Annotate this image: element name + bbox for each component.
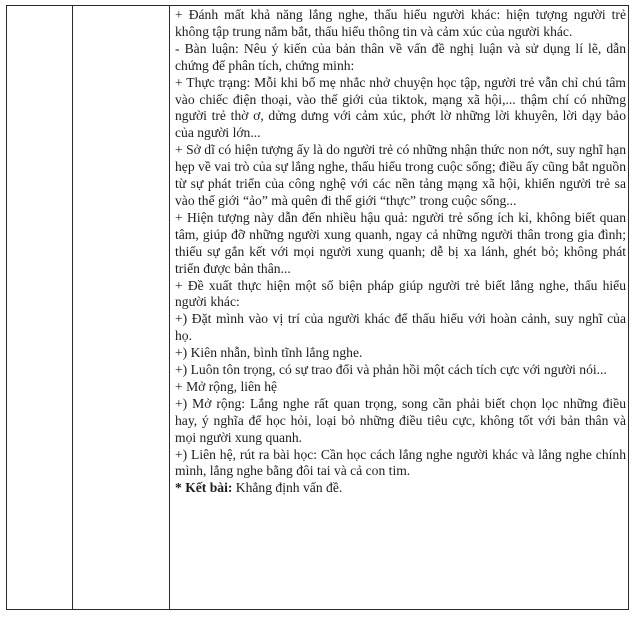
column-divider-1 — [72, 6, 73, 609]
conclusion-text: Khẳng định vấn đề. — [232, 480, 343, 496]
paragraph: +) Đặt mình vào vị trí của người khác để thấu hiểu với hoàn cảnh, suy nghĩ của họ. — [175, 311, 626, 344]
paragraph: + Mở rộng, liên hệ — [175, 378, 278, 394]
outline-content-cell — [175, 7, 626, 497]
paragraph: + Đề xuất thực hiện một số biện pháp giúp người trẻ biết lắng nghe, thấu hiểu người khác: — [175, 277, 626, 310]
paragraph: +) Mở rộng: Lắng nghe rất quan trọng, song cần phải biết chọn lọc những điều hay, ý nghĩa để học hỏi, loại bỏ những điều tiêu cực, không tốt với bản thân và mọi người xung quanh. — [175, 395, 626, 445]
paragraph: +) Luôn tôn trọng, có sự trao đổi và phản hồi một cách tích cực với người nói... — [175, 362, 607, 378]
paragraph: +) Liên hệ, rút ra bài học: Cần học cách lắng nghe người khác và lắng nghe chính mình, lắng nghe bằng đôi tai và cả con tim. — [175, 446, 626, 479]
conclusion-paragraph — [175, 480, 626, 497]
paragraph: + Đánh mất khả năng lắng nghe, thấu hiểu người khác: hiện tượng người trẻ không tập trung nắm bắt, thấu hiểu thông tin và cảm xúc của người khác. — [175, 7, 626, 39]
outline-table — [6, 5, 629, 610]
paragraph: + Sở dĩ có hiện tượng ấy là do người trẻ có những nhận thức non nớt, suy nghĩ hạn hẹp về vai trò của sự lắng nghe, thấu hiểu trong cuộc sống; điều ấy cũng bắt nguồn từ sự phát triển của công nghệ với các nền tảng mạng xã hội, khiến người trẻ sa vào thế giới “ảo” mà quên đi thế giới “thực” trong cuộc sống... — [175, 142, 626, 208]
paragraph: + Thực trạng: Mỗi khi bố mẹ nhắc nhở chuyện học tập, người trẻ vẫn chỉ chú tâm vào chiếc điện thoại, vào thế giới của tiktok, mạng xã hội,... thậm chí có những người trẻ thờ ơ, dửng dưng với cảm xúc, phớt lờ những lời khuyên, lời dạy bảo của người lớn... — [175, 74, 626, 141]
paragraph: - Bàn luận: Nêu ý kiến của bản thân về vấn đề nghị luận và sử dụng lí lẽ, dẫn chứng để phân tích, chứng minh: — [175, 40, 626, 73]
column-divider-2 — [169, 6, 170, 609]
paragraph: + Hiện tượng này dẫn đến nhiều hậu quả: người trẻ sống ích kỉ, không biết quan tâm, giúp đỡ những người xung quanh, ngay cả những người thân trong gia đình; thiếu sự gắn kết với mọi người xung quanh; dễ bị xa lánh, ghét bỏ; không phát triển được bản thân... — [175, 209, 626, 276]
paragraph: +) Kiên nhẫn, bình tĩnh lắng nghe. — [175, 345, 363, 361]
conclusion-label: * Kết bài: — [175, 480, 233, 496]
